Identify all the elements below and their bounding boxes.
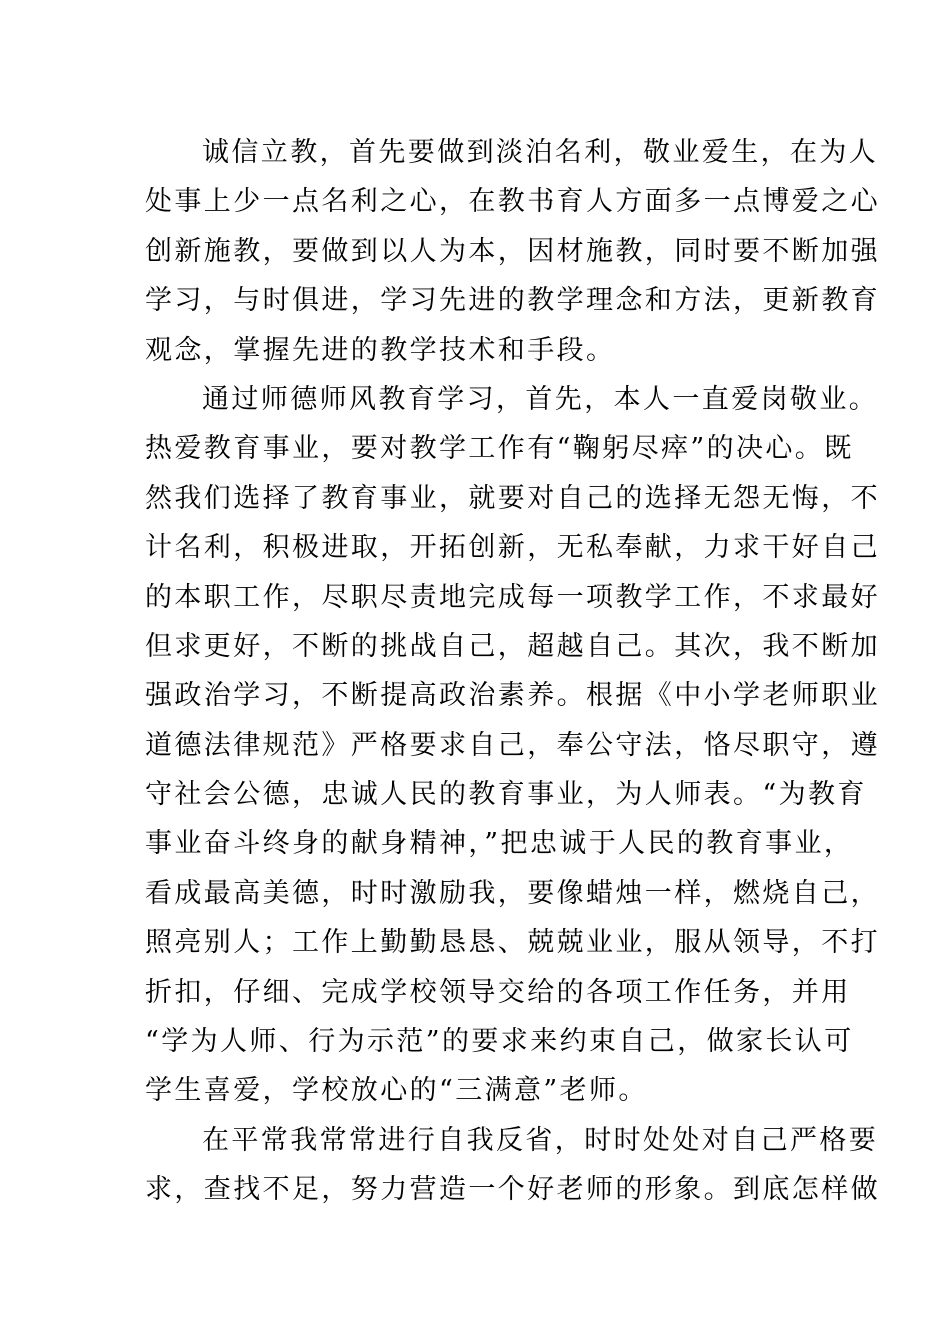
- paragraph-2: [145, 375, 880, 1116]
- text-line: “学为人师、行为示范”的要求来约束自己，做家长认可: [145, 1026, 854, 1058]
- text-line: 观念，掌握先进的教学技术和手段。: [145, 334, 616, 366]
- text-line: 学生喜爱，学校放心的“三满意”老师。: [145, 1075, 648, 1107]
- text-line: 守社会公德，忠诚人民的教育事业，为人师表。“为教育: [145, 779, 867, 811]
- document-body: [145, 128, 880, 1215]
- text-line: 然我们选择了教育事业，就要对自己的选择无怨无悔，不: [145, 482, 880, 514]
- text-line: 求，查找不足，努力营造一个好老师的形象。到底怎样做: [145, 1174, 880, 1206]
- text-line: 通过师德师风教育学习，首先，本人一直爱岗敬业。: [202, 383, 879, 415]
- text-line: 但求更好，不断的挑战自己，超越自己。其次，我不断加: [145, 630, 880, 662]
- paragraph-3: [145, 1116, 880, 1215]
- text-line: 道德法律规范》严格要求自己，奉公守法，恪尽职守，遵: [145, 729, 880, 761]
- text-line: 折扣，仔细、完成学校领导交给的各项工作任务，并用: [145, 976, 851, 1008]
- text-line: 在平常我常常进行自我反省，时时处处对自己严格要: [202, 1124, 879, 1156]
- text-line: 创新施教，要做到以人为本，因材施教，同时要不断加强: [145, 235, 880, 267]
- text-line: 的本职工作，尽职尽责地完成每一项教学工作，不求最好: [145, 581, 880, 613]
- text-line: 学习，与时俱进，学习先进的教学理念和方法，更新教育: [145, 285, 880, 317]
- paragraph-1: [145, 128, 880, 375]
- text-line: 看成最高美德，时时激励我，要像蜡烛一样，燃烧自己，: [145, 877, 880, 909]
- text-line: 处事上少一点名利之心，在教书育人方面多一点博爱之心: [145, 186, 880, 218]
- text-line: 强政治学习，不断提高政治素养。根据《中小学老师职业: [145, 680, 880, 712]
- text-line: 计名利，积极进取，开拓创新，无私奉献，力求干好自己: [145, 532, 880, 564]
- text-line: 诚信立教，首先要做到淡泊名利，敬业爱生，在为人: [202, 137, 879, 168]
- text-line: 照亮别人；工作上勤勤恳恳、兢兢业业，服从领导，不打: [145, 927, 880, 959]
- text-line: 事业奋斗终身的献身精神，”把忠诚于人民的教育事业，: [145, 828, 854, 860]
- text-line: 热爱教育事业，要对教学工作有“鞠躬尽瘁”的决心。既: [145, 433, 854, 465]
